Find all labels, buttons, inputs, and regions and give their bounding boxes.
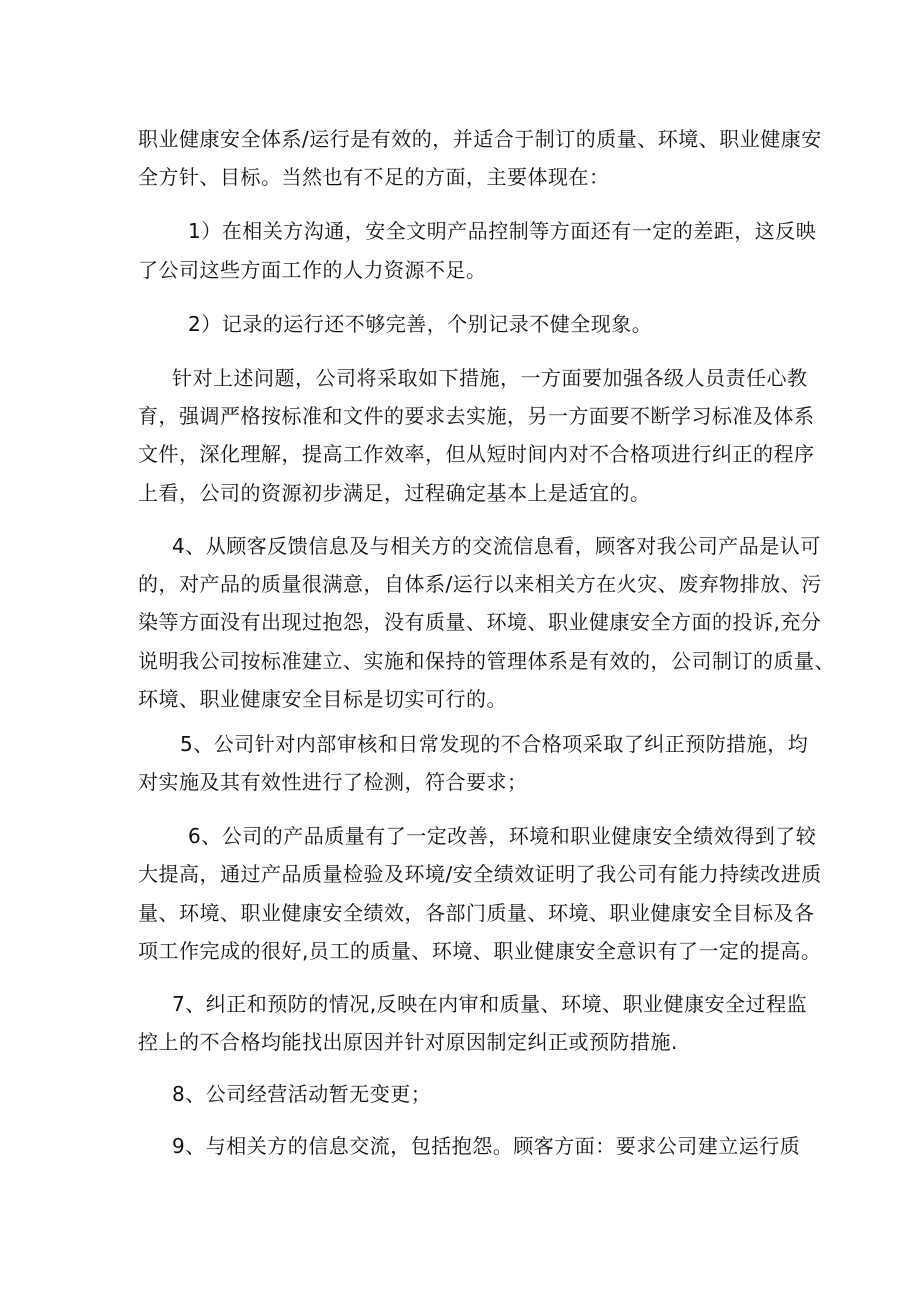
paragraph-5-line-4: 说明我公司按标准建立、实施和保持的管理体系是有效的，公司制订的质量、 xyxy=(138,649,835,673)
paragraph-6-line-1: 5、公司针对内部审核和日常发现的不合格项采取了纠正预防措施，均 xyxy=(180,732,809,756)
paragraph-4-line-1: 针对上述问题，公司将采取如下措施，一方面要加强各级人员责任心教 xyxy=(172,366,808,390)
paragraph-1-line-2: 全方针、目标。当然也有不足的方面，主要体现在： xyxy=(138,165,610,189)
paragraph-5-line-5: 环境、职业健康安全目标是切实可行的。 xyxy=(138,687,507,711)
paragraph-10-line-1: 9、与相关方的信息交流，包括抱怨。顾客方面：要求公司建立运行质 xyxy=(172,1134,801,1158)
paragraph-9-line-1: 8、公司经营活动暂无变更； xyxy=(172,1082,432,1106)
paragraph-4-line-3: 文件，深化理解，提高工作效率，但从短时间内对不合格项进行纠正的程序 xyxy=(138,442,815,466)
paragraph-7-line-2: 大提高，通过产品质量检验及环境/安全绩效证明了我公司有能力持续改进质 xyxy=(138,862,822,886)
paragraph-7-line-4: 项工作完成的很好,员工的质量、环境、职业健康安全意识有了一定的提高。 xyxy=(138,939,822,963)
paragraph-7-line-3: 量、环境、职业健康安全绩效，各部门质量、环境、职业健康安全目标及各 xyxy=(138,901,815,925)
paragraph-1-line-1: 职业健康安全体系/运行是有效的，并适合于制订的质量、环境、职业健康安 xyxy=(138,127,822,151)
paragraph-5-line-2: 的，对产品的质量很满意，自体系/运行以来相关方在火灾、废弃物排放、污 xyxy=(138,572,822,596)
paragraph-5-line-1: 4、从顾客反馈信息及与相关方的交流信息看，顾客对我公司产品是认可 xyxy=(172,534,821,558)
paragraph-3-line-1: 2）记录的运行还不够完善，个别记录不健全现象。 xyxy=(188,312,653,336)
paragraph-2-line-1: 1）在相关方沟通，安全文明产品控制等方面还有一定的差距，这反映 xyxy=(188,219,817,243)
paragraph-8-line-1: 7、纠正和预防的情况,反映在内审和质量、环境、职业健康安全过程监 xyxy=(172,992,808,1016)
paragraph-4-line-4: 上看，公司的资源初步满足，过程确定基本上是适宜的。 xyxy=(138,481,651,505)
paragraph-8-line-2: 控上的不合格均能找出原因并针对原因制定纠正或预防措施. xyxy=(138,1030,678,1054)
paragraph-4-line-2: 育，强调严格按标准和文件的要求去实施，另一方面要不断学习标准及体系 xyxy=(138,404,815,428)
paragraph-6-line-2: 对实施及其有效性进行了检测，符合要求； xyxy=(138,770,528,794)
paragraph-7-line-1: 6、公司的产品质量有了一定改善，环境和职业健康安全绩效得到了较 xyxy=(188,824,817,848)
paragraph-2-line-2: 了公司这些方面工作的人力资源不足。 xyxy=(138,258,487,282)
paragraph-5-line-3: 染等方面没有出现过抱怨，没有质量、环境、职业健康安全方面的投诉,充分 xyxy=(138,610,822,634)
